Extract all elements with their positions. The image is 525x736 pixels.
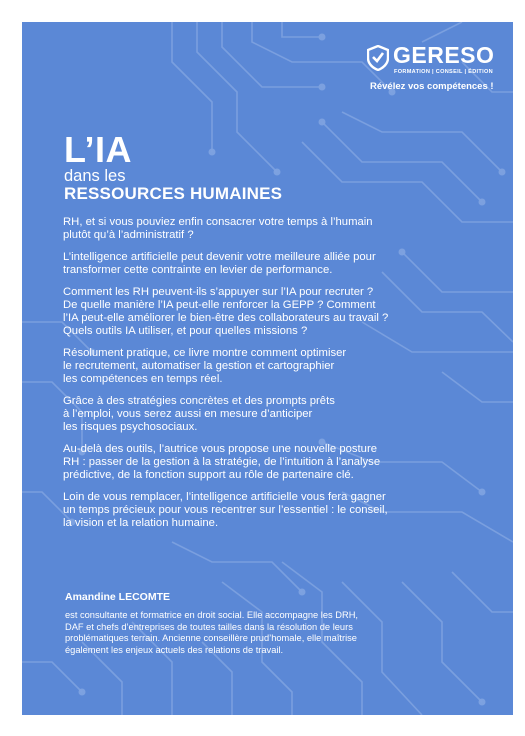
author-name: Amandine LECOMTE <box>65 591 171 603</box>
gereso-logo <box>367 42 507 112</box>
brand-tagline: Révélez vos compétences ! <box>370 81 494 92</box>
blurb-paragraph: Au-delà des outils, l’autrice vous propose une nouvelle posture RH : passer de la gestion à la stratégie, de l’intuition à l’analyse prédictive, de la fonction support au rôle de partenaire clé. <box>63 443 381 481</box>
shield-check-icon <box>367 45 389 71</box>
blurb-paragraph: Résolument pratique, ce livre montre comment optimiser le recrutement, automatiser la gestion et cartographier les compétences en temps réel. <box>63 347 347 385</box>
title-connector: dans les <box>64 167 126 185</box>
author-bio: est consultante et formatrice en droit social. Elle accompagne les DRH, DAF et chefs d’entreprises de toutes tailles dans la résolution de leurs problématiques terrain. Ancienne conseillère prud’homale, elle maîtrise également les enjeux actuels des relations de travail. <box>65 610 358 655</box>
blurb-paragraph: Comment les RH peuvent-ils s’appuyer sur l’IA pour recruter ? De quelle manière l’IA peut-elle renforcer la GEPP ? Comment l’IA peut-elle améliorer le bien-être des collaborateurs au travail ? Quels outils IA utiliser, et pour quelles missions ? <box>63 286 389 337</box>
author-section <box>65 590 485 656</box>
blurb-paragraph: L’intelligence artificielle peut devenir votre meilleure alliée pour transformer cette contrainte en levier de performance. <box>63 251 376 276</box>
title-subject: RESSOURCES HUMAINES <box>64 184 283 203</box>
brand-subtitle: FORMATION | CONSEIL | ÉDITION <box>394 69 493 75</box>
blurb-paragraph: RH, et si vous pouviez enfin consacrer votre temps à l’humain plutôt qu’à l’administratif ? <box>63 216 373 241</box>
brand-name: GERESO <box>393 42 495 68</box>
blurb-text <box>63 216 503 539</box>
blurb-paragraph: Grâce à des stratégies concrètes et des prompts prêts à l’emploi, vous serez aussi en mesure d’anticiper les risques psychosociaux. <box>63 395 335 433</box>
title-main: L’IA <box>64 129 133 170</box>
back-cover <box>22 22 513 715</box>
blurb-paragraph: Loin de vous remplacer, l’intelligence artificielle vous fera gagner un temps précieux pour vous recentrer sur l’essentiel : le conseil, la vision et la relation humaine. <box>63 491 388 529</box>
